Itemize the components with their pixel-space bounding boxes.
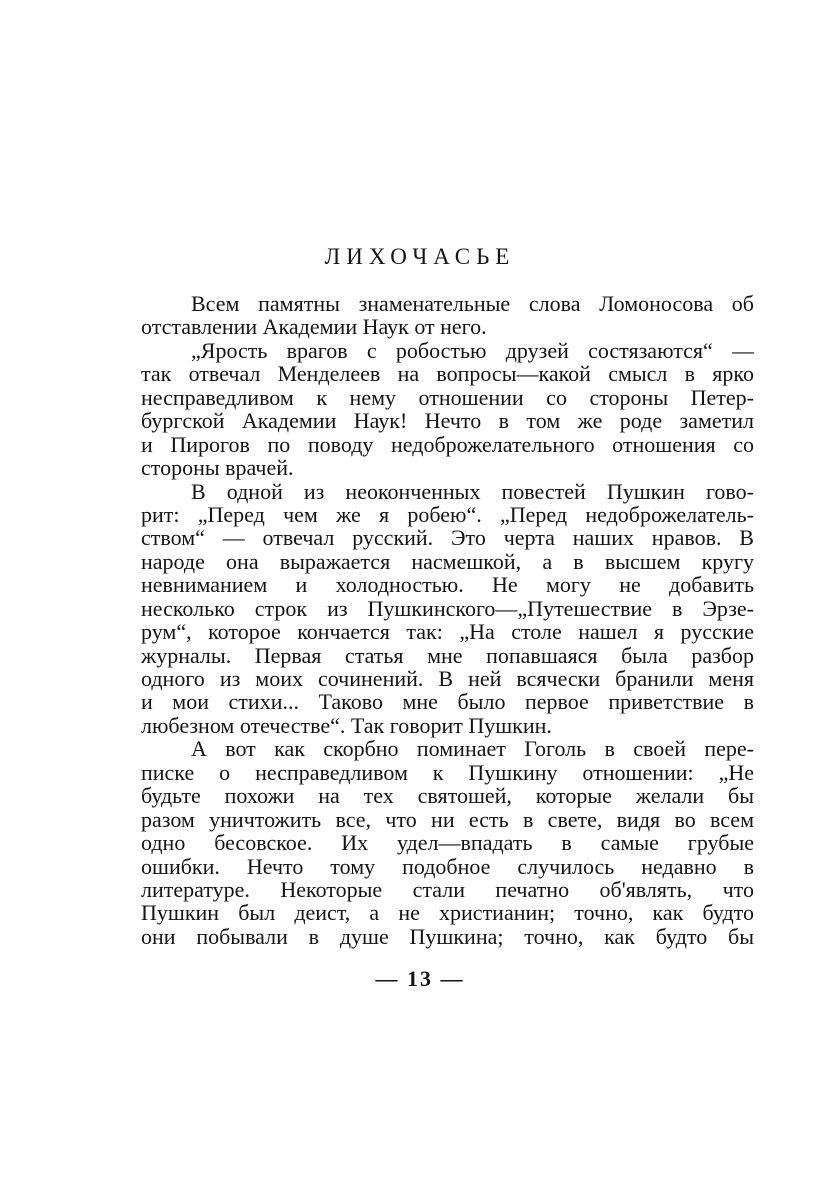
- text-line: Пушкин был деист, а не христианин; точно, как будто: [141, 900, 754, 926]
- chapter-title: ЛИХОЧАСЬЕ: [324, 244, 516, 269]
- text-line: несправедливом к нему отношении со стороны Петер-: [141, 384, 754, 410]
- text-line: разом уничтожить все, что ни есть в свете, видя во всем: [141, 806, 754, 832]
- text-line: Всем памятны знаменательные слова Ломоносова об: [191, 291, 754, 316]
- text-line: ошибки. Нечто тому подобное случилось недавно в: [141, 853, 754, 879]
- text-line: и мои стихи... Таково мне было первое приветствие в: [141, 689, 754, 715]
- body-text: [141, 292, 754, 948]
- text-line: писке о несправедливом к Пушкину отношении: „Не: [141, 759, 754, 785]
- text-line: рит: „Перед чем же я робею“. „Перед недоброжелатель-: [141, 501, 754, 527]
- text-line: будьте похожи на тех святошей, которые желали бы: [141, 783, 754, 809]
- text-line: невниманием и холодностью. Не могу не добавить: [141, 572, 754, 598]
- text-line: рум“, которое кончается так: „На столе нашел я русские: [141, 619, 754, 645]
- text-line: А вот как скорбно поминает Гоголь в своей пере-: [191, 736, 754, 762]
- text-line: стороны врачей.: [141, 455, 294, 481]
- text-line: народе она выражается насмешкой, а в высшем кругу: [141, 548, 754, 574]
- text-line: любезном отечестве“. Так говорит Пушкин.: [141, 712, 552, 738]
- text-line: одно бесовское. Их удел—впадать в самые грубые: [141, 830, 754, 856]
- text-line: бургской Академии Наук! Нечто в том же роде заметил: [141, 408, 754, 434]
- text-line: несколько строк из Пушкинского—„Путешествие в Эрзе-: [141, 595, 754, 621]
- text-line: отставлении Академии Наук от него.: [141, 314, 487, 340]
- text-line: журналы. Первая статья мне попавшаяся была разбор: [141, 642, 754, 668]
- text-line: В одной из неоконченных повестей Пушкин гово-: [191, 478, 754, 504]
- text-line: и Пирогов по поводу недоброжелательного отношения со: [141, 431, 754, 457]
- text-line: ством“ — отвечал русский. Это черта наших нравов. В: [141, 525, 754, 551]
- text-line: они побывали в душе Пушкина; точно, как будто бы: [141, 923, 754, 949]
- text-line: „Ярость врагов с робостью друзей состязаются“ —: [191, 337, 754, 363]
- page-number: — 13 —: [375, 966, 465, 991]
- text-line: одного из моих сочинений. В ней всячески бранили меня: [141, 666, 754, 691]
- text-line: литературе. Некоторые стали печатно об'являть, что: [141, 876, 754, 902]
- text-line: так отвечал Менделеев на вопросы—какой смысл в ярко: [141, 361, 754, 387]
